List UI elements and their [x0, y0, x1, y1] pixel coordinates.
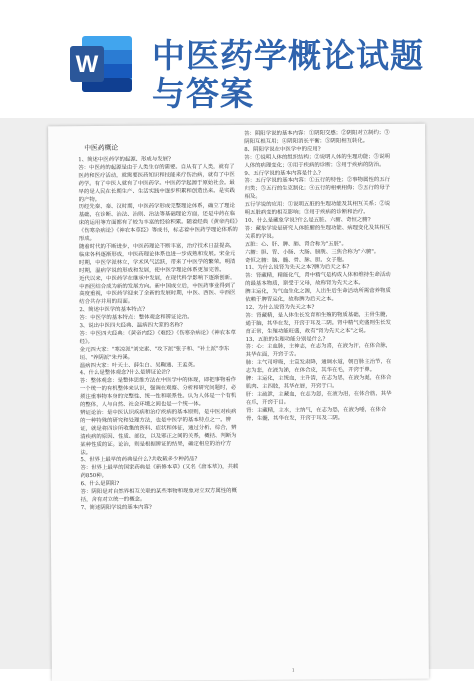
- document-title: 中医药概论: [84, 143, 119, 153]
- document-paragraph: 奇恒之腑：脑、髓、骨、脉、胆、女子胞。: [244, 256, 348, 264]
- document-paragraph: 金元四大家："寒凉派"刘完素、"攻下派"张子和、"补土派"李东垣、"养阴派"朱丹溪。: [79, 345, 230, 361]
- document-paragraph: 3、说出中医四大经典、温病四大家的名称?: [79, 322, 183, 330]
- document-paragraph: 历经先秦、秦、汉时期，中医药学形成完整理论体系，确立了理论基础，在诊断、治法、治则、治法等基础理论方面，还是中药在临床的运用等方面都有了较为丰富的经验积累。随着经典《黄帝内经》《伤寒杂病论》《神农本草经》等成书，标志着中医药学理论体系的形成。: [78, 203, 238, 243]
- document-paragraph: 肝：主疏泄，主藏血，在志为怒，在液为泪，在体合筋，其华在爪，开窍于目。: [245, 390, 392, 406]
- document-paragraph: 10、什么是藏象学说?什么是五脏、六腑、奇恒之腑?: [244, 217, 371, 224]
- document-paragraph: 答：中医学的基本特点：整体观念和辨证论治。: [79, 314, 193, 322]
- document-paragraph: 8、阴阳学说在中医学中的应用?: [244, 146, 321, 153]
- document-paragraph: 肾：主藏精，主水，主纳气，在志为恐，在液为唾，在体合骨，生髓，其华在发，开窍于耳及二阴。: [246, 406, 387, 422]
- document-paragraph: 五脏：心、肝、脾、肺、肾合称为"五脏"。: [244, 240, 347, 248]
- document-paragraph: 答：五行学说的基本内容：①五行的特性；②事物属性的五行归类；③五行的生克制化；④五行的相乘相侮；⑤五行的母子相及。: [244, 177, 391, 201]
- document-paragraph: 9、五行学说的基本内容是什么?: [244, 169, 321, 177]
- document-paragraph: 答：①说明人体的组织结构；②说明人体的生理功能；③说明人体的病理变化；④用于疾病的诊断；⑤用于疾病的防治。: [244, 153, 390, 169]
- document-paragraph: 答：阴阳学说的基本内容：①阴阳交感；②阴阳对立制约；③阴阳互根互用；④阴阳消长平衡；⑤阴阳相互转化。: [244, 129, 390, 145]
- document-paragraph: 答：藏象学说是研究人体脏腑的生理功能、病理变化及其相互关系的学说。: [244, 224, 391, 240]
- left-column-paragraphs: [78, 156, 240, 513]
- document-paragraph: 答：中医药的起源是由于人类生存的需要。自从有了人类，就有了医药和医疗活动，就需要医药知识和技能来疗伤治病，就有了中医药学。有了中医人就有了中医药学。中医药学起源于原始社会。最早的是人民在长期生产、生活实践中逐步积累和创造出来。是实践的产物。: [78, 163, 235, 203]
- document-paragraph: 答：阴阳是对自然界相互关联的某些事物和现象对立双方属性的概括，含有对立统一的概念。: [80, 488, 237, 504]
- document-paragraph: 5、世界上最早的药典是什么?共收载多少种药品?: [80, 456, 198, 464]
- document-paragraph: 12、为什么说肾为先天之本?: [245, 304, 315, 311]
- document-paragraph: 13、五脏的生理功能分别是什么?: [245, 335, 326, 343]
- document-paragraph: 答：中医四大经典：《黄帝内经》《难经》《伤寒杂病论》《神农本草经》。: [79, 329, 236, 345]
- word-icon-letter: W: [75, 51, 99, 78]
- document-paragraph: 脾：主运化，主统血，主升清，在志为思，在液为涎，在体合肌肉、主四肢，其华在唇，开窍于口。: [245, 375, 392, 390]
- document-paragraph: 4、什么是整体观念?什么是辨证论治?: [79, 369, 170, 377]
- page-title-line-2: 与答案: [152, 74, 254, 113]
- document-paragraph: 肺：主气司呼吸，主宣发肃降，通调水道，朝百脉主治节，在志为悲，在液为涕，在体合皮，其华在毛，开窍于鼻。: [245, 359, 392, 375]
- page-title-line-1: 中医药学概论试题: [152, 36, 424, 75]
- document-paragraph: 2、简述中医学的基本特点?: [79, 306, 145, 314]
- right-column-paragraphs: [244, 130, 396, 424]
- document-paragraph: 六腑：胆、胃、小肠、大肠、膀胱、三焦合称为"六腑"。: [244, 248, 380, 256]
- left-column: [78, 139, 241, 513]
- document-paragraph: 答：心：主血脉，主神志，在志为喜，在液为汗，在体合脉，其华在面，开窍于舌。: [245, 343, 392, 359]
- document-paragraph: 脾主运化，为气血生化之源，人出生后生命活动所需营养物质依赖于脾胃运化，故称脾为后天之本。: [245, 288, 391, 303]
- document-paragraph: 答：肾藏精，精能化气，肾中精气是构成人体和维持生命活动的最基本物质，禀受于父母，故称肾为先天之本。: [245, 272, 391, 288]
- document-paragraph: 6、什么是阴阳?: [80, 480, 120, 488]
- document-paragraph: 温病四大家：叶天士、薛生白、吴鞠通、王孟英。: [79, 361, 199, 369]
- document-paragraph: 答：肾藏精，是人体生长发育和生殖的物质基础，主骨生髓，通于脑，其华在发，开窍于耳及二阴。肾中精气充盛则生长发育正常，生殖功能旺盛，故有"肾为先天之本"之说。: [245, 311, 392, 335]
- document-paragraph: 答：整体观念：是整体思维方法在中医学中的体现，即把事物看作一个统一的有机整体来认识，强调在观察、分析和研究问题时，必须注重事物本身的完整性、统一性和联系性。认为人体是一个有机的整体，人与自然、社会环境之间也是一个统一体。: [79, 377, 237, 409]
- document-paragraph: 答：世界上最早的国家药典是《新修本草》(又名《唐本草》)，共载药850种。: [80, 464, 239, 480]
- document-paragraph: 五行学说的应用：①说明五脏的生理功能及其相互关系；②说明五脏病变的相互影响；③用于疾病的诊断和治疗。: [244, 201, 391, 217]
- page-number: 1: [291, 668, 295, 674]
- document-paragraph: 1、简述中医药学的起源、形成与发展?: [78, 156, 171, 164]
- right-column: [244, 130, 396, 424]
- document-page: [48, 124, 429, 681]
- document-preview-area: [0, 118, 474, 674]
- document-paragraph: 随着时代的不断进步，中医药理论不断丰富，治疗技术日益提高，临床各科逐渐形成，中医药理论体系也进一步成熟和发展。宋金元时期，中医学派林立，学术风气活跃，带来了中医学的繁荣。明清时期，温病学说的形成和发展，使中医学理论体系更加完善。: [78, 242, 236, 274]
- document-paragraph: 辨证论治：是中医认识疾病和治疗疾病的基本原则，是中医对疾病的一种特殊的研究和处理方法，也是中医学的基本特点之一。辨证，就是将四诊所收集的资料、症状和体征，通过分析、综合，辨清疾病的原因、性质、部位，以及邪正之间的关系，概括、判断为某种性质的证。论治，则是根据辨证的结果，确定相应的治疗方法。: [80, 409, 237, 456]
- document-paragraph: 7、简述阴阳学说的基本内容?: [80, 504, 152, 511]
- word-document-icon: [68, 34, 134, 94]
- document-paragraph: 11、为什么说肾为先天之本?脾为后天之本?: [245, 264, 350, 272]
- header-banner: [0, 0, 474, 118]
- document-paragraph: 近代以来，中医药学在继承中发展，在现代科学影响下逐渐创新，中西医结合成为新的发展方向。新中国成立后，中医药事业得到了高度重视，中医药学迎来了全新的发展时期，中医、西医、中西医结合共存并用的局面。: [79, 274, 236, 306]
